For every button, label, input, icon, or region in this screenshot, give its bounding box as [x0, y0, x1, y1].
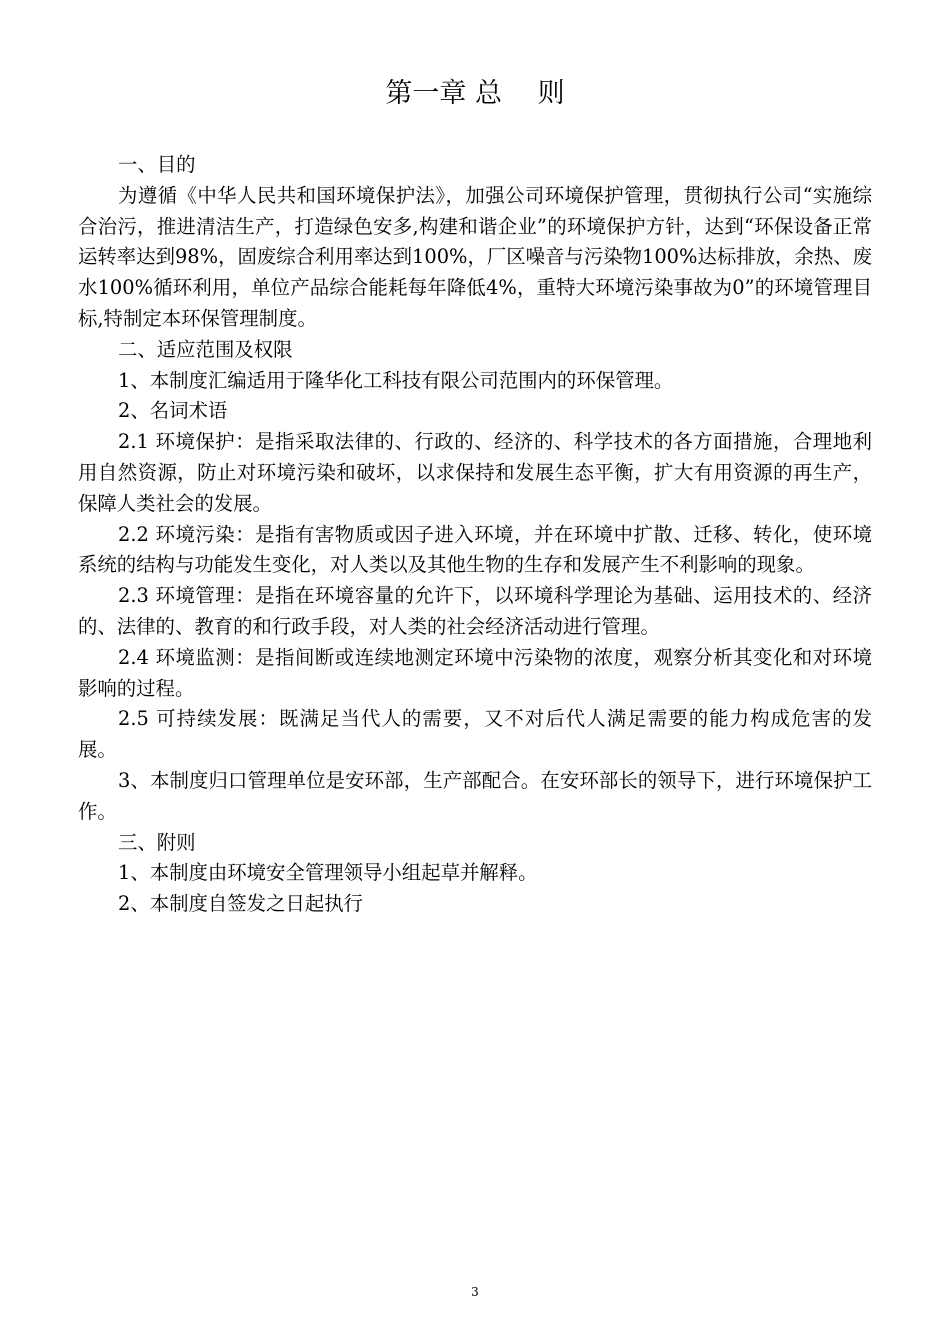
- chapter-title: 第一章 总 则: [385, 78, 565, 109]
- document-body: [78, 150, 872, 920]
- term-sustainable-development: 2.5 可持续发展：既满足当代人的需要，又不对后代人满足需要的能力构成危害的发展。: [78, 707, 872, 762]
- section-heading-purpose: 一、目的: [118, 153, 196, 176]
- section-heading-scope: 二、适应范围及权限: [118, 337, 293, 361]
- section-heading-supplementary: 三、附则: [118, 830, 196, 854]
- paragraph-supplementary-2: 2、本制度自签发之日起执行: [118, 892, 364, 916]
- term-environment-pollution: 2.2 环境污染：是指有害物质或因子进入环境，并在环境中扩散、迁移、转化，使环境系统的结构与功能发生变化，对人类以及其他生物的生存和发展产生不利影响的现象。: [78, 522, 872, 577]
- paragraph-purpose: 为遵循《中华人民共和国环境保护法》，加强公司环境保护管理，贯彻执行公司“实施综合治污，推进清洁生产，打造绿色安多,构建和谐企业”的环境保护方针，达到“环保设备正常运转率达到98%，固废综合利用率达到100%，厂区噪音与污染物100%达标排放，余热、废水100%循环利用，单位产品综合能耗每年降低4%，重特大环境污染事故为0”的环境管理目标,特制定本环保管理制度。: [78, 183, 872, 330]
- term-environment-monitoring: 2.4 环境监测：是指间断或连续地测定环境中污染物的浓度，观察分析其变化和对环境影响的过程。: [78, 645, 872, 700]
- term-environment-protection: 2.1 环境保护：是指采取法律的、行政的、经济的、科学技术的各方面措施，合理地利用自然资源，防止对环境污染和破坏，以求保持和发展生态平衡，扩大有用资源的再生产，保障人类社会的发展。: [78, 430, 872, 515]
- paragraph-supplementary-1: 1、本制度由环境安全管理领导小组起草并解释。: [118, 861, 538, 885]
- paragraph-scope: 1、本制度汇编适用于隆华化工科技有限公司范围内的环保管理。: [118, 368, 674, 392]
- paragraph-responsibility: 3、本制度归口管理单位是安环部，生产部配合。在安环部长的领导下，进行环境保护工作。: [78, 768, 872, 823]
- page-number: 3: [471, 1285, 479, 1299]
- term-environment-management: 2.3 环境管理：是指在环境容量的允许下，以环境科学理论为基础、运用技术的、经济的、法律的、教育的和行政手段，对人类的社会经济活动进行管理。: [78, 584, 872, 638]
- section-heading-terms: 2、名词术语: [118, 399, 228, 423]
